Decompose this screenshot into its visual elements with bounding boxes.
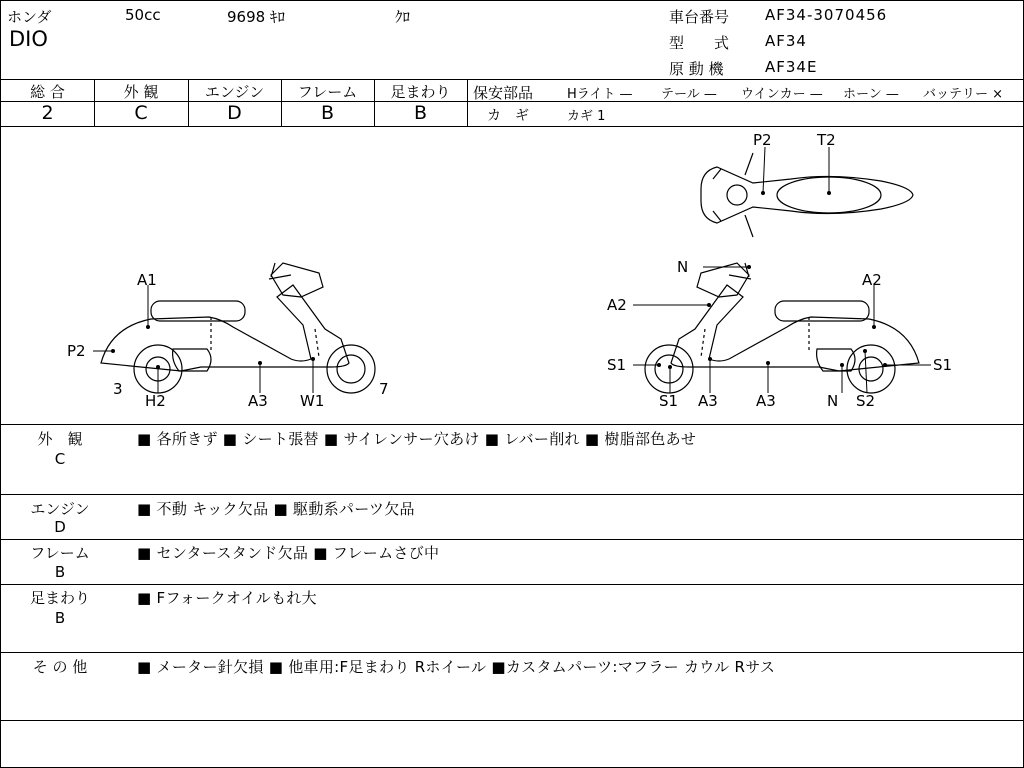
type-value: AF34 [765, 32, 807, 50]
label-s1-bottom: S1 [659, 392, 679, 410]
label-a2-right: A2 [862, 271, 882, 289]
section-text-engine: ■ 不動 キック欠品 ■ 駆動系パーツ欠品 [137, 500, 415, 518]
safety-item-winker: ウインカー — [741, 87, 823, 102]
key-value: カギ 1 [567, 109, 606, 124]
label-a3-right-2: A3 [756, 392, 776, 410]
label-3: 3 [113, 380, 123, 398]
engine-label: 原 動 機 [669, 60, 724, 78]
divider [1, 652, 1023, 653]
label-t2: T2 [817, 131, 836, 149]
section-title-frame: フレーム [30, 544, 90, 562]
label-s2: S2 [856, 392, 876, 410]
engine-value: AF34E [765, 58, 818, 76]
label-p2-top: P2 [753, 131, 772, 149]
label-n-top: N [677, 258, 689, 276]
label-7: 7 [379, 380, 389, 398]
label-a2-left: A2 [607, 296, 627, 314]
grade-label-frame: フレーム [297, 83, 358, 101]
section-grade-suspension: B [54, 609, 66, 627]
label-s1-right: S1 [933, 356, 953, 374]
grade-label-exterior: 外 観 [123, 83, 159, 101]
safety-label: 保安部品 [473, 84, 534, 102]
model-name: DIO [9, 27, 48, 51]
scooter-diagram [1, 127, 1023, 423]
label-a3-right-1: A3 [698, 392, 718, 410]
section-text-other: ■ メーター針欠損 ■ 他車用:F足まわり Rホイール ■カスタムパーツ:マフラー カウル Rサス [137, 658, 776, 676]
label-n-bottom: N [827, 392, 839, 410]
section-title-engine: エンジン [30, 500, 90, 518]
divider [1, 494, 1023, 495]
grade-value-overall: 2 [41, 102, 54, 124]
label-w1: W1 [300, 392, 325, 410]
divider [467, 79, 468, 126]
type-label: 型 式 [669, 34, 730, 52]
label-a3-left: A3 [248, 392, 268, 410]
maker: ホンダ [7, 8, 52, 26]
grade-label-suspension: 足まわり [390, 83, 451, 101]
displacement: 50cc [125, 6, 161, 24]
grade-value-exterior: C [134, 102, 148, 124]
safety-item-tail: テール — [661, 87, 717, 102]
grade-label-overall: 総 合 [30, 83, 65, 101]
label-p2-left: P2 [67, 342, 86, 360]
divider [1, 584, 1023, 585]
section-title-exterior: 外 観 [37, 430, 83, 448]
safety-item-horn: ホーン — [843, 87, 899, 102]
safety-item-battery: バッテリー × [923, 87, 1004, 102]
section-grade-frame: B [54, 563, 66, 581]
section-grade-engine: D [54, 518, 66, 536]
frame-no: AF34-3070456 [765, 6, 888, 24]
color: ｸﾛ [395, 8, 411, 26]
grade-value-engine: D [227, 102, 242, 124]
divider [1, 79, 1023, 80]
section-text-suspension: ■ Fフォークオイルもれ大 [137, 589, 317, 607]
section-title-other: そ の 他 [32, 658, 88, 676]
label-a1: A1 [137, 271, 157, 289]
grade-label-engine: エンジン [204, 83, 265, 101]
key-label: カ ギ [487, 108, 529, 124]
safety-item-headlight: Hライト — [567, 87, 633, 102]
section-title-suspension: 足まわり [29, 589, 90, 607]
label-h2: H2 [145, 392, 166, 410]
mileage: 9698 ｷﾛ [227, 8, 285, 26]
divider [1, 539, 1023, 540]
divider [1, 424, 1023, 425]
section-text-frame: ■ センタースタンド欠品 ■ フレームさび中 [137, 544, 440, 562]
frame-no-label: 車台番号 [669, 8, 730, 26]
grade-value-frame: B [320, 102, 335, 124]
grade-value-suspension: B [413, 102, 428, 124]
divider [1, 720, 1023, 721]
section-grade-exterior: C [54, 450, 66, 468]
section-text-exterior: ■ 各所きず ■ シート張替 ■ サイレンサー穴あけ ■ レバー削れ ■ 樹脂部色あせ [137, 430, 697, 448]
label-s1-left: S1 [607, 356, 627, 374]
